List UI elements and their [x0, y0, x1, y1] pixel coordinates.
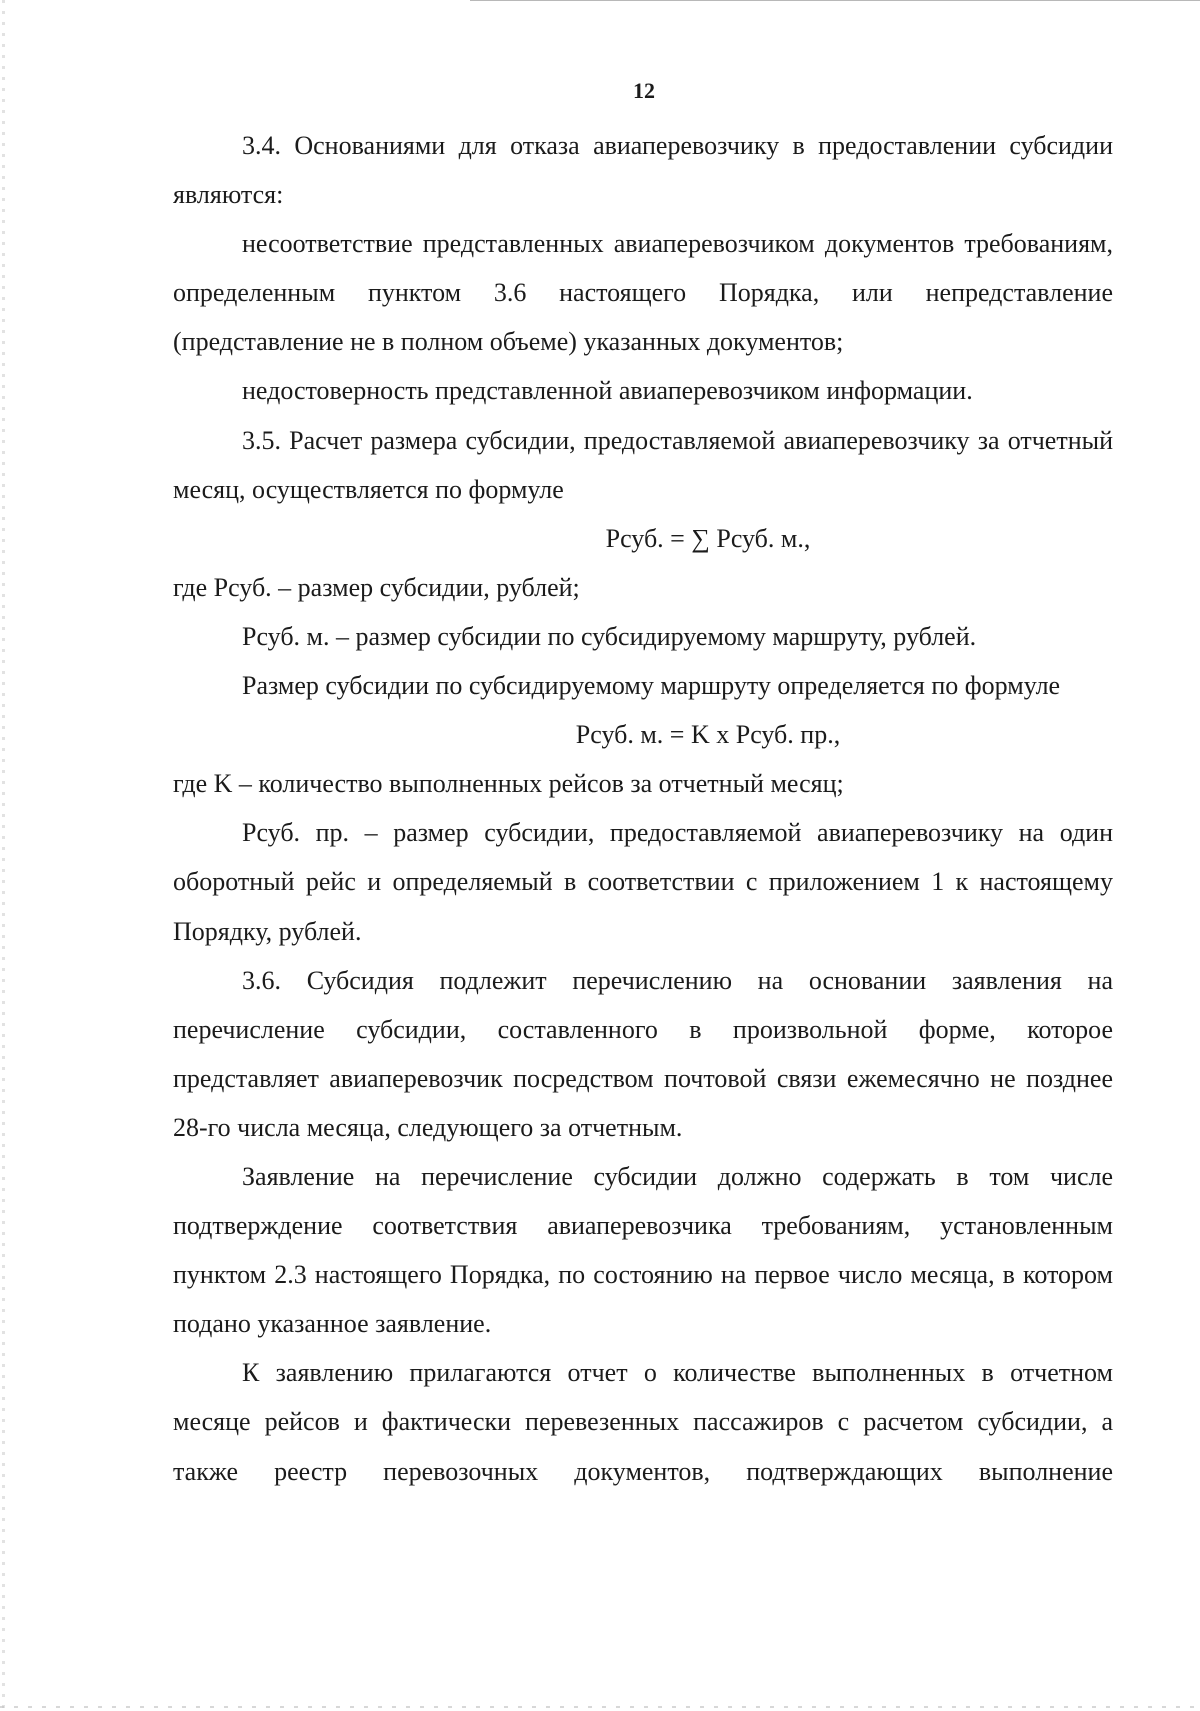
definition-flights-count: где K – количество выполненных рейсов за отчетный месяц;: [173, 769, 844, 799]
paragraph-nonconformity: несоответствие представленных авиаперевозчиком документов требованиям, определенным пунктом 3.6 настоящего Порядка, или непредставление (представление не в полном объеме) указанных документов;: [173, 229, 1113, 357]
scan-edge-bottom: [0, 1706, 1200, 1708]
paragraph-unreliability: недостоверность представленной авиаперевозчиком информации.: [242, 376, 973, 406]
definition-flight-subsidy: Pсуб. пр. – размер субсидии, предоставляемой авиаперевозчику на один оборотный рейс и определяемый в соответствии с приложением 1 к настоящему Порядку, рублей.: [173, 818, 1113, 946]
paragraph-3-5: 3.5. Расчет размера субсидии, предоставляемой авиаперевозчику за отчетный месяц, осуществляется по формуле: [173, 425, 1113, 504]
paragraph-application-contents: Заявление на перечисление субсидии должно содержать в том числе подтверждение соответствия авиаперевозчика требованиям, установленным пунктом 2.3 настоящего Порядка, по состоянию на первое число месяца, в котором подано указанное заявление.: [173, 1161, 1113, 1339]
scan-edge-top: [470, 0, 1200, 1]
paragraph-3-6: 3.6. Субсидия подлежит перечислению на основании заявления на перечисление субсидии, составленного в произвольной форме, которое представляет авиаперевозчик посредством почтовой связи ежемесячно не позднее 28-го числа месяца, следующего за отчетным.: [173, 965, 1113, 1142]
paragraph-application-attachments: К заявлению прилагаются отчет о количестве выполненных в отчетном месяце рейсов и фактически перевезенных пассажиров с расчетом субсидии, а также реестр перевозочных документов, подтверждающих выполнение: [173, 1358, 1113, 1486]
formula-route-subsidy: Pсуб. м. = K x Pсуб. пр.,: [575, 720, 841, 750]
definition-total-subsidy: где Pсуб. – размер субсидии, рублей;: [173, 572, 580, 602]
document-body: [173, 121, 1113, 1496]
formula-total-subsidy: Pсуб. = ∑ Pсуб. м.,: [605, 523, 811, 553]
definition-route-subsidy: Pсуб. м. – размер субсидии по субсидируемому маршруту, рублей.: [242, 621, 977, 651]
scan-edge-left: [2, 0, 5, 1711]
paragraph-3-4: 3.4. Основаниями для отказа авиаперевозчику в предоставлении субсидии являются:: [173, 131, 1113, 210]
paragraph-route-subsidy-formula-intro: Размер субсидии по субсидируемому маршруту определяется по формуле: [242, 671, 1061, 701]
page-number: 12: [633, 78, 655, 103]
